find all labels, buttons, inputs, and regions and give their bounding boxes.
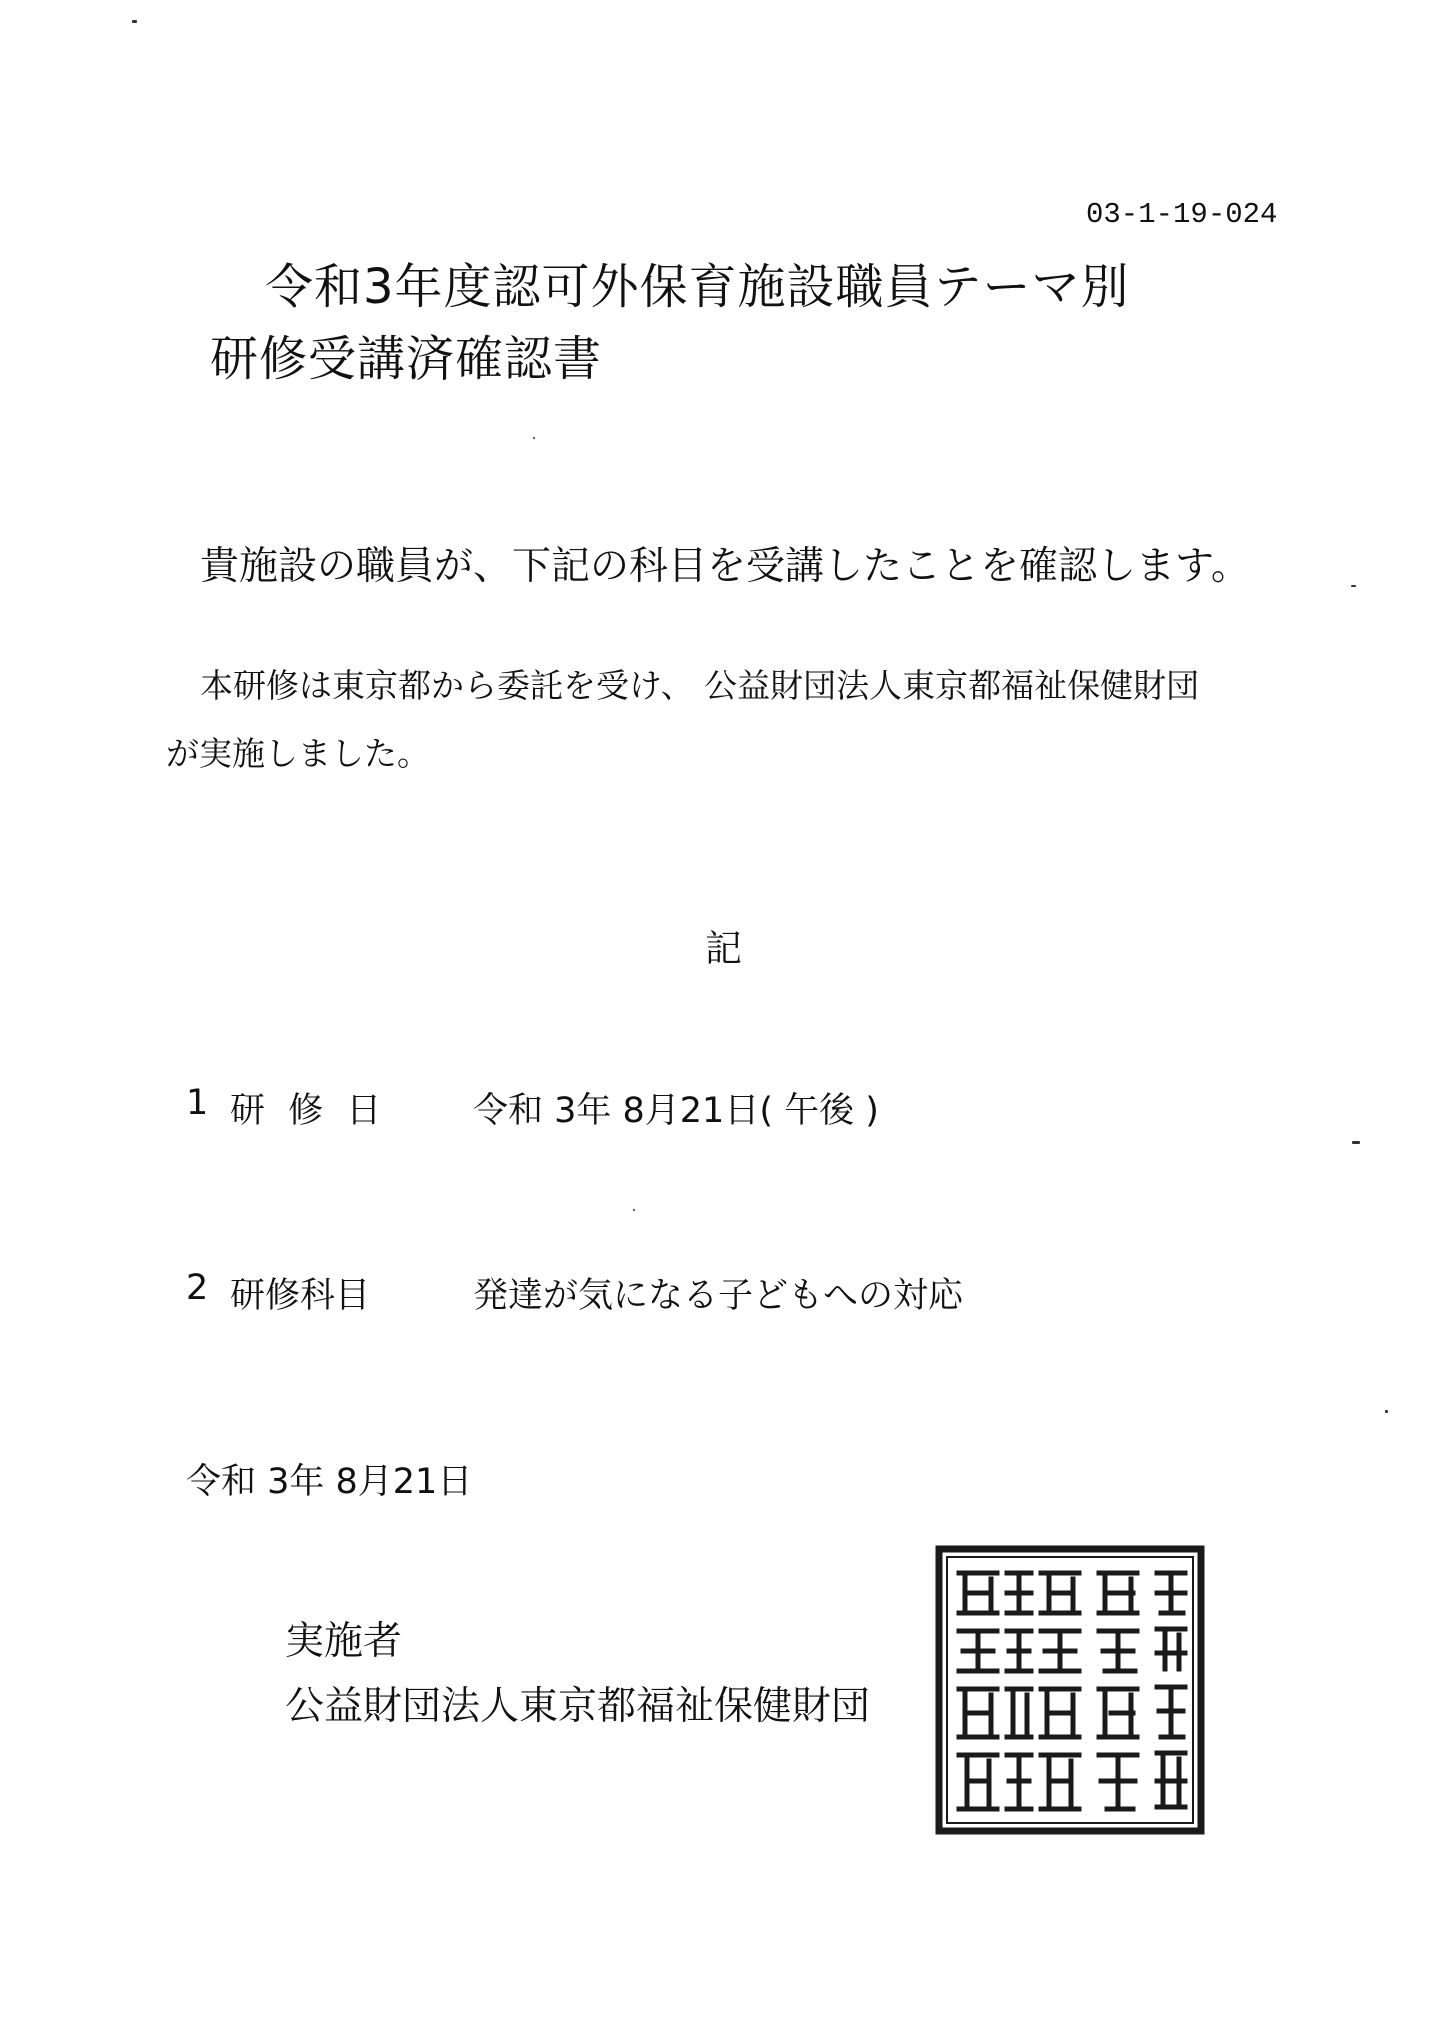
document-number: 03-1-19-024 <box>1086 198 1278 231</box>
scan-speck <box>132 20 137 23</box>
issuer-label: 実施者 <box>285 1619 403 1664</box>
document-title-line2: 研修受講済確認書 <box>210 331 603 387</box>
item-1-label: 研 修 日 <box>230 1091 388 1131</box>
confirmation-statement: 貴施設の職員が、下記の科目を受講したことを確認します。 <box>200 544 1250 589</box>
scan-speck <box>1385 1410 1388 1413</box>
scan-speck <box>1351 585 1356 587</box>
item-1-value: 令和 3年 8月21日( 午後 ) <box>473 1091 879 1131</box>
scan-speck <box>533 437 535 439</box>
item-2-label: 研修科目 <box>230 1276 371 1316</box>
scan-speck <box>633 1209 635 1211</box>
official-seal-stamp <box>935 1545 1205 1835</box>
document-title-line1: 令和3年度認可外保育施設職員テーマ別 <box>265 259 1130 315</box>
issuer-name: 公益財団法人東京都福祉保健財団 <box>285 1684 871 1729</box>
note-line1: 本研修は東京都から委託を受け、 公益財団法人東京都福祉保健財団 <box>200 666 1200 705</box>
scan-speck <box>1352 1141 1360 1144</box>
ki-heading: 記 <box>705 927 742 970</box>
note-line2: が実施しました。 <box>166 734 430 773</box>
item-1-number: 1 <box>186 1083 209 1123</box>
item-2-number: 2 <box>186 1268 209 1308</box>
item-2-value: 発達が気になる子どもへの対応 <box>473 1276 964 1316</box>
issue-date: 令和 3年 8月21日 <box>186 1462 473 1502</box>
